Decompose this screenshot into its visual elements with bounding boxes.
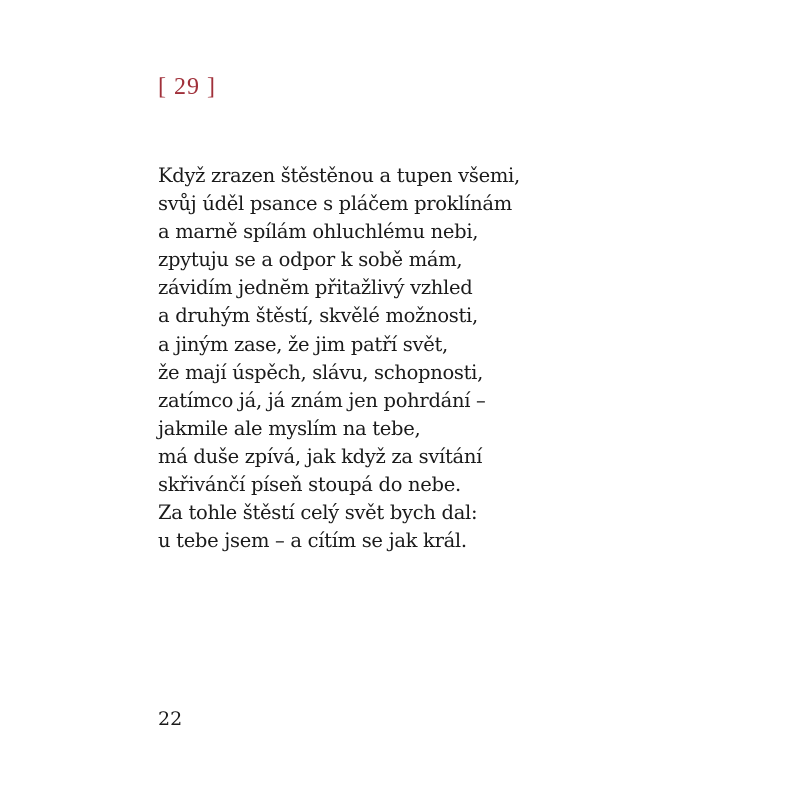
poem-line: jakmile ale myslím na tebe, — [158, 416, 421, 440]
poem-line: závidím jednĕm přitažlivý vzhled — [158, 276, 473, 300]
poem-line: Když zrazen štěstěnou a tupen všemi, — [158, 164, 520, 187]
poem-text — [158, 162, 520, 555]
poem-line: u tebe jsem – a cítím se jak král. — [158, 529, 467, 553]
poem-line: má duše zpívá, jak když za svítání — [158, 444, 483, 468]
poem-line: Za tohle štěstí celý svět bych dal: — [158, 501, 478, 525]
poem-line: a jiným zase, že jim patří svět, — [158, 332, 448, 356]
poem-line: zpytuju se a odpor k sobě mám, — [158, 248, 463, 272]
sonnet-number: [ 29 ] — [158, 74, 216, 100]
poem-line: zatímco já, já znám jen pohrdání – — [158, 388, 486, 412]
poem-line: a marně spílám ohluchlému nebi, — [158, 220, 479, 244]
poem-line: svůj úděl psance s pláčem proklínám — [158, 192, 512, 216]
poem-line: a druhým štěstí, skvělé možnosti, — [158, 304, 478, 328]
page-number: 22 — [158, 708, 183, 730]
poem-line: že mají úspěch, slávu, schopnosti, — [158, 360, 484, 384]
poem-line: skřivánčí píseň stoupá do nebe. — [158, 473, 461, 497]
